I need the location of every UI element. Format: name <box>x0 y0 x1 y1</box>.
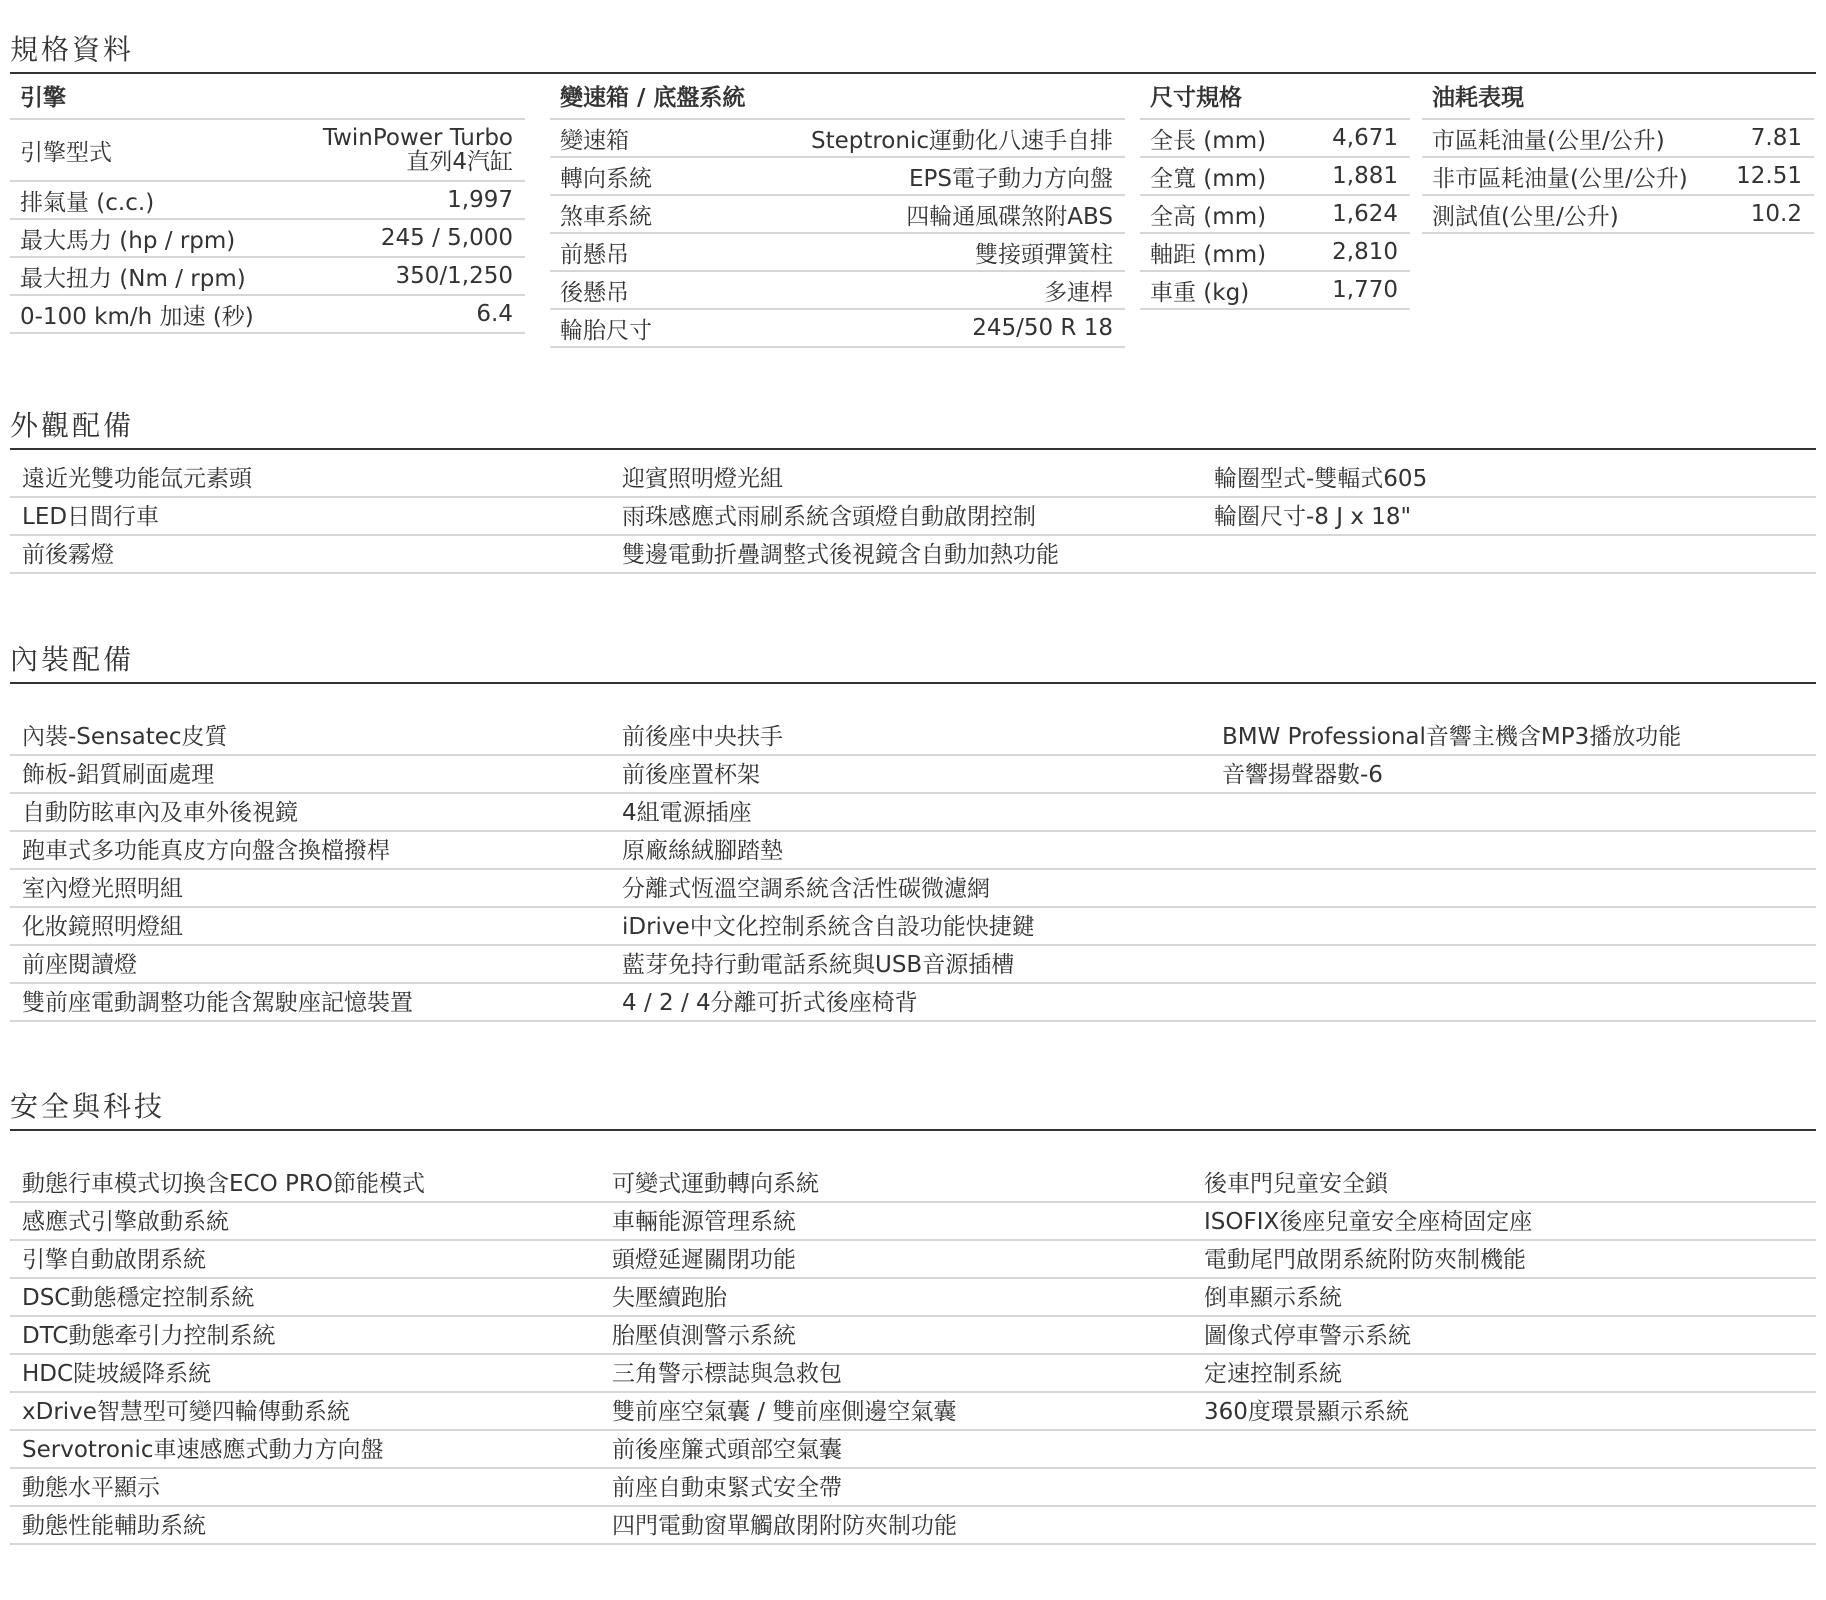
list-item: BMW Professional音響主機含MP3播放功能 <box>1210 718 1816 756</box>
table-row <box>550 310 1125 348</box>
list-item: 音響揚聲器數-6 <box>1210 756 1816 794</box>
dimensions-table <box>1140 78 1410 310</box>
row-label: 最大馬力 (hp / rpm) <box>20 227 236 254</box>
list-item: 分離式恆溫空調系統含活性碳微濾網 <box>610 870 1210 908</box>
exterior-col-1 <box>10 460 610 574</box>
list-item: 倒車顯示系統 <box>1192 1279 1816 1317</box>
row-value: EPS電子動力方向盤 <box>908 165 1113 192</box>
list-item: 引擎自動啟閉系統 <box>10 1241 600 1279</box>
dimensions-heading: 尺寸規格 <box>1140 78 1410 120</box>
row-label: 軸距 (mm) <box>1150 241 1267 268</box>
row-label: 前懸吊 <box>560 241 629 268</box>
specs-section <box>10 28 1816 344</box>
list-item: 圖像式停車警示系統 <box>1192 1317 1816 1355</box>
row-value: Steptronic運動化八速手自排 <box>810 127 1113 154</box>
row-label: 後懸吊 <box>560 279 629 306</box>
row-label: 輪胎尺寸 <box>560 317 652 344</box>
list-item: 雙邊電動折疊調整式後視鏡含自動加熱功能 <box>610 536 1202 574</box>
list-item: 遠近光雙功能氙元素頭 <box>10 460 610 498</box>
table-row <box>550 272 1125 310</box>
engine-type-line1: TwinPower Turbo <box>322 125 513 151</box>
row-label: 轉向系統 <box>560 165 652 192</box>
list-item: LED日間行車 <box>10 498 610 536</box>
row-label: 非市區耗油量(公里/公升) <box>1432 165 1688 192</box>
row-label: 變速箱 <box>560 127 629 154</box>
list-item-empty <box>1210 794 1816 832</box>
exterior-col-3 <box>1202 460 1816 574</box>
row-value: 2,810 <box>1332 239 1398 265</box>
list-item: 輪圈型式-雙輻式605 <box>1202 460 1816 498</box>
list-item-empty <box>1192 1431 1816 1469</box>
row-value: 350/1,250 <box>395 263 513 289</box>
row-value: 245 / 5,000 <box>380 225 513 251</box>
list-item: 車輛能源管理系統 <box>600 1203 1192 1241</box>
list-item: 輪圈尺寸-8 J x 18" <box>1202 498 1816 536</box>
engine-table <box>10 78 525 334</box>
table-row <box>1422 120 1814 158</box>
row-value: 245/50 R 18 <box>972 315 1113 341</box>
list-item: 前後霧燈 <box>10 536 610 574</box>
row-label: 最大扭力 (Nm / rpm) <box>20 265 246 292</box>
safety-col-2 <box>600 1165 1192 1545</box>
list-item: ISOFIX後座兒童安全座椅固定座 <box>1192 1203 1816 1241</box>
row-value: 10.2 <box>1750 201 1802 227</box>
section-divider <box>10 682 1816 684</box>
interior-col-3 <box>1210 718 1816 1022</box>
row-value: 4,671 <box>1332 125 1398 151</box>
safety-title: 安全與科技 <box>10 1090 166 1123</box>
row-label: 0-100 km/h 加速 (秒) <box>20 303 254 330</box>
fuel-heading: 油耗表現 <box>1422 78 1814 120</box>
list-item: 動態行車模式切換含ECO PRO節能模式 <box>10 1165 600 1203</box>
row-value: 12.51 <box>1736 163 1802 189</box>
list-item: 室內燈光照明組 <box>10 870 610 908</box>
list-item: xDrive智慧型可變四輪傳動系統 <box>10 1393 600 1431</box>
row-label: 排氣量 (c.c.) <box>20 189 155 216</box>
list-item: HDC陡坡緩降系統 <box>10 1355 600 1393</box>
table-row <box>550 158 1125 196</box>
row-label: 煞車系統 <box>560 203 652 230</box>
row-label: 全寬 (mm) <box>1150 165 1267 192</box>
list-item-empty <box>1210 870 1816 908</box>
exterior-title: 外觀配備 <box>10 409 135 442</box>
list-item: 飾板-鋁質刷面處理 <box>10 756 610 794</box>
list-item: 內裝-Sensatec皮質 <box>10 718 610 756</box>
table-row <box>1140 272 1410 310</box>
engine-type-line2: 直列4汽缸 <box>406 149 513 175</box>
table-row <box>1140 120 1410 158</box>
table-row <box>10 220 525 258</box>
table-row <box>1422 158 1814 196</box>
list-item: 失壓續跑胎 <box>600 1279 1192 1317</box>
row-label: 市區耗油量(公里/公升) <box>1432 127 1665 154</box>
table-row <box>1140 196 1410 234</box>
section-divider <box>10 1129 1816 1131</box>
list-item: 4組電源插座 <box>610 794 1210 832</box>
interior-col-1 <box>10 718 610 1022</box>
list-item-empty <box>1210 984 1816 1022</box>
list-item: 前後座簾式頭部空氣囊 <box>600 1431 1192 1469</box>
row-label: 測試值(公里/公升) <box>1432 203 1619 230</box>
row-label: 車重 (kg) <box>1150 279 1250 306</box>
exterior-col-2 <box>610 460 1202 574</box>
list-item: 雙前座電動調整功能含駕駛座記憶裝置 <box>10 984 610 1022</box>
list-item: DTC動態牽引力控制系統 <box>10 1317 600 1355</box>
list-item: Servotronic車速感應式動力方向盤 <box>10 1431 600 1469</box>
list-item: 後車門兒童安全鎖 <box>1192 1165 1816 1203</box>
list-item: 三角警示標誌與急救包 <box>600 1355 1192 1393</box>
interior-title: 內裝配備 <box>10 643 135 676</box>
list-item: 感應式引擎啟動系統 <box>10 1203 600 1241</box>
list-item: 胎壓偵測警示系統 <box>600 1317 1192 1355</box>
list-item-empty <box>1202 536 1816 574</box>
list-item: 定速控制系統 <box>1192 1355 1816 1393</box>
table-row <box>10 120 525 182</box>
list-item: 藍芽免持行動電話系統與USB音源插槽 <box>610 946 1210 984</box>
list-item: iDrive中文化控制系統含自設功能快捷鍵 <box>610 908 1210 946</box>
row-label: 引擎型式 <box>20 139 112 166</box>
safety-col-1 <box>10 1165 600 1545</box>
row-value: 1,997 <box>447 187 513 213</box>
transmission-table <box>550 78 1125 348</box>
interior-col-2 <box>610 718 1210 1022</box>
list-item: 前後座中央扶手 <box>610 718 1210 756</box>
table-row <box>10 182 525 220</box>
list-item: 迎賓照明燈光組 <box>610 460 1202 498</box>
row-value: 1,770 <box>1332 277 1398 303</box>
table-row <box>1140 234 1410 272</box>
fuel-table <box>1422 78 1814 234</box>
list-item: 自動防眩車內及車外後視鏡 <box>10 794 610 832</box>
row-value: 雙接頭彈簧柱 <box>975 241 1113 268</box>
list-item: 四門電動窗單觸啟閉附防夾制功能 <box>600 1507 1192 1545</box>
table-row <box>1422 196 1814 234</box>
table-row <box>550 120 1125 158</box>
list-item: 化妝鏡照明燈組 <box>10 908 610 946</box>
transmission-heading: 變速箱 / 底盤系統 <box>550 78 1125 120</box>
exterior-section <box>10 404 1816 568</box>
list-item-empty <box>1210 908 1816 946</box>
list-item: DSC動態穩定控制系統 <box>10 1279 600 1317</box>
list-item: 跑車式多功能真皮方向盤含換檔撥桿 <box>10 832 610 870</box>
list-item: 雙前座空氣囊 / 雙前座側邊空氣囊 <box>600 1393 1192 1431</box>
table-row <box>550 234 1125 272</box>
list-item-empty <box>1192 1469 1816 1507</box>
list-item-empty <box>1210 832 1816 870</box>
list-item: 雨珠感應式雨刷系統含頭燈自動啟閉控制 <box>610 498 1202 536</box>
row-value: 7.81 <box>1750 125 1802 151</box>
list-item: 360度環景顯示系統 <box>1192 1393 1816 1431</box>
table-row <box>550 196 1125 234</box>
list-item: 4 / 2 / 4分離可折式後座椅背 <box>610 984 1210 1022</box>
table-row <box>10 296 525 334</box>
row-label: 全高 (mm) <box>1150 203 1267 230</box>
list-item: 動態水平顯示 <box>10 1469 600 1507</box>
row-label: 全長 (mm) <box>1150 127 1267 154</box>
row-value: 1,881 <box>1332 163 1398 189</box>
row-value: 1,624 <box>1332 201 1398 227</box>
safety-section <box>10 1085 1816 1539</box>
list-item: 前座閱讀燈 <box>10 946 610 984</box>
list-item: 前座自動束緊式安全帶 <box>600 1469 1192 1507</box>
list-item: 電動尾門啟閉系統附防夾制機能 <box>1192 1241 1816 1279</box>
list-item: 動態性能輔助系統 <box>10 1507 600 1545</box>
safety-col-3 <box>1192 1165 1816 1545</box>
list-item: 原廠絲絨腳踏墊 <box>610 832 1210 870</box>
interior-section <box>10 638 1816 1016</box>
table-row <box>10 258 525 296</box>
row-value <box>323 126 513 174</box>
row-value: 四輪通風碟煞附ABS <box>906 203 1113 230</box>
row-value: 6.4 <box>476 301 513 327</box>
section-divider <box>10 448 1816 450</box>
list-item-empty <box>1192 1507 1816 1545</box>
table-row <box>1140 158 1410 196</box>
specs-title: 規格資料 <box>10 33 135 66</box>
engine-heading: 引擎 <box>10 78 525 120</box>
list-item: 頭燈延遲關閉功能 <box>600 1241 1192 1279</box>
list-item: 可變式運動轉向系統 <box>600 1165 1192 1203</box>
section-divider <box>10 72 1816 74</box>
row-value: 多連桿 <box>1044 279 1113 306</box>
list-item: 前後座置杯架 <box>610 756 1210 794</box>
list-item-empty <box>1210 946 1816 984</box>
